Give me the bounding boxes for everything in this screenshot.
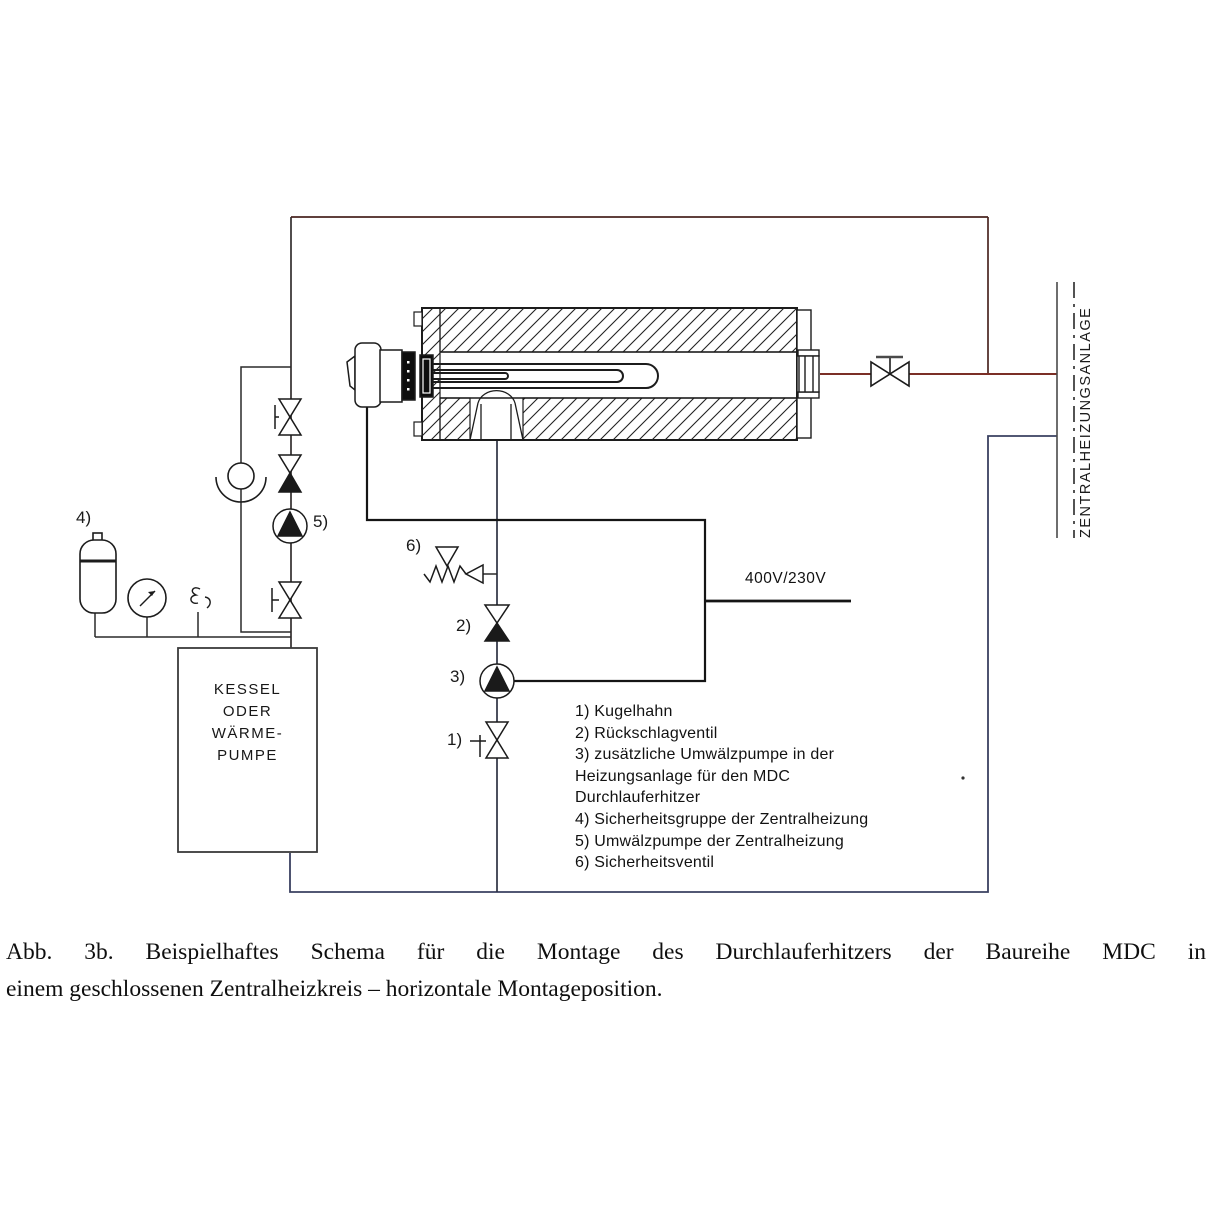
legend-line-7: 5) Umwälzpumpe der Zentralheizung [575, 832, 844, 850]
check-valve-2 [485, 605, 509, 641]
pipe-manifold [95, 612, 291, 637]
center-line-fittings [424, 547, 514, 758]
heater-assembly [347, 308, 819, 440]
boiler-label-line1: KESSEL [213, 681, 282, 698]
label-1: 1) [447, 730, 463, 749]
pump-5 [273, 509, 307, 543]
legend-line-5: Durchlauferhitzer [575, 789, 701, 807]
heater-electric-plug [347, 343, 433, 407]
boiler-label-line3: WÄRME- [211, 725, 284, 742]
supply-ball-valve [871, 357, 909, 386]
legend-line-2: 2) Rückschlagventil [575, 724, 718, 742]
vent-valve [191, 588, 210, 608]
figure-caption-line1: Abb. 3b. Beispielhaftes Schema für die Montage des Durchlauferhitzers der Baureihe MDC in [6, 939, 1206, 965]
heater-outlet-fitting [797, 310, 819, 438]
pump-3 [480, 664, 514, 698]
scan-artifact-dot [961, 776, 964, 779]
legend-line-8: 6) Sicherheitsventil [575, 854, 715, 872]
central-heating-label: ZENTRALHEIZUNGSANLAGE [1078, 306, 1094, 538]
left-riser-fittings [272, 399, 307, 618]
boiler-label-line4: PUMPE [217, 747, 278, 764]
legend-line-6: 4) Sicherheitsgruppe der Zentralheizung [575, 810, 869, 828]
label-5: 5) [313, 512, 329, 531]
label-4: 4) [76, 508, 92, 527]
ball-valve-lower [272, 582, 301, 618]
ball-valve-1 [470, 722, 508, 758]
label-2: 2) [456, 616, 472, 635]
label-6: 6) [406, 536, 422, 555]
boiler-label [178, 679, 317, 767]
legend-line-3: 3) zusätzliche Umwälzpumpe in der [575, 746, 835, 764]
pressure-gauge [128, 579, 166, 617]
figure-caption-line2: einem geschlossenen Zentralheizkreis – horizontale Montageposition. [6, 976, 663, 1002]
check-valve-left [279, 455, 301, 492]
ball-valve-upper [275, 399, 301, 435]
power-supply-label: 400V/230V [745, 570, 827, 587]
expansion-vessel [80, 533, 116, 613]
electrical-wiring [367, 407, 851, 681]
legend-line-4: Heizungsanlage für den MDC [575, 767, 791, 785]
central-heating-boundary [1057, 282, 1074, 538]
boiler-label-line2: ODER [222, 703, 273, 720]
label-3: 3) [450, 667, 466, 686]
safety-valve-6 [424, 547, 483, 583]
safety-group [80, 533, 210, 617]
legend-line-1: 1) Kugelhahn [575, 703, 673, 720]
legend [575, 701, 868, 874]
